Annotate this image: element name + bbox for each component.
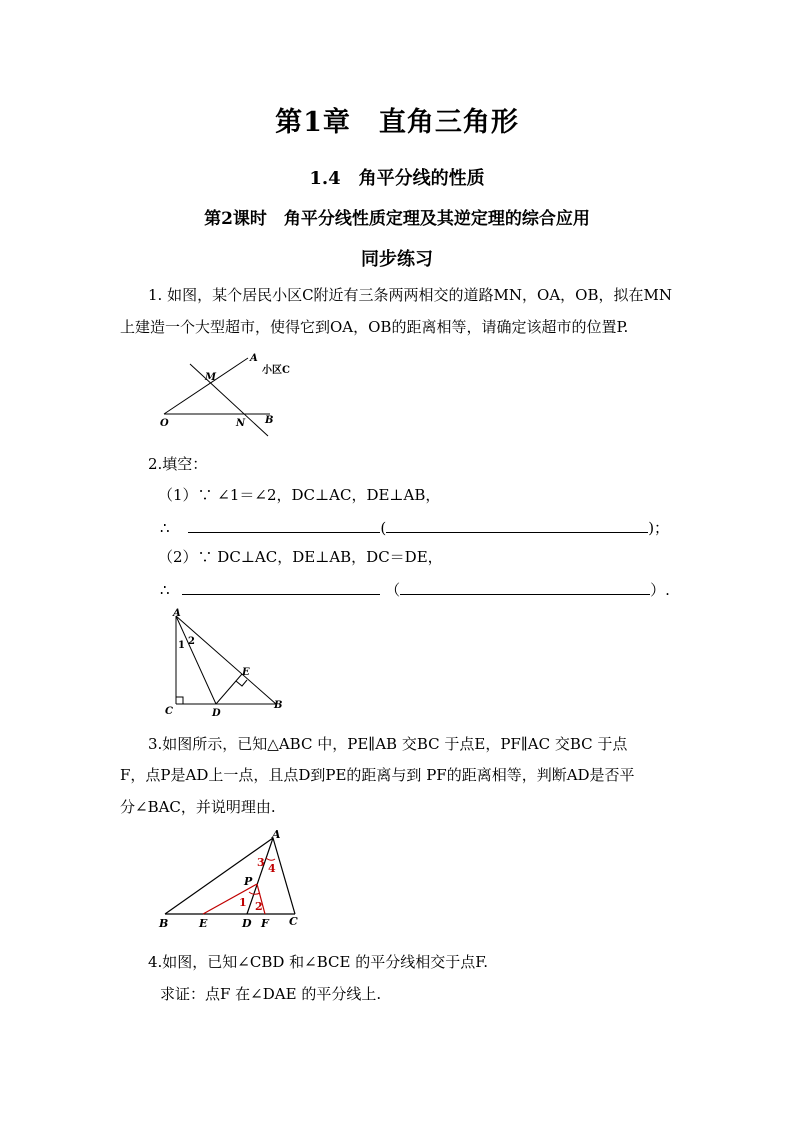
q2-label-e: E [242, 667, 250, 678]
q2-p2-answer-blank[interactable] [182, 578, 380, 595]
q2-head: 2.填空： [148, 455, 208, 473]
q2-p1-paren-close: )； [648, 519, 670, 537]
q3-label-c: C [289, 915, 298, 928]
q2-p1-answer-blank[interactable] [188, 516, 380, 533]
section-title: 1.4 角平分线的性质 [309, 168, 485, 189]
q2-label-angle2: 2 [188, 636, 195, 647]
q1-label-b: B [265, 415, 274, 426]
q3-label-angle1: 1 [239, 896, 247, 909]
therefore-symbol: ∴ [160, 519, 170, 537]
q3-line2: F，点P是AD上一点，且点D到PE的距离与到 PF的距离相等，判断AD是否平 [120, 766, 635, 784]
q3-label-angle3: 3 [257, 856, 265, 869]
q3-line3: 分∠BAC，并说明理由. [120, 798, 276, 816]
q2-right-angle-c [176, 697, 183, 704]
practice-label: 同步练习 [361, 249, 433, 270]
q1-label-community: 小区C [262, 365, 290, 376]
q3-label-d: D [242, 917, 252, 930]
q2-p1-paren-open: ( [380, 519, 387, 537]
q1-label-m: M [205, 372, 217, 383]
q2-p2-paren-open: （ [385, 581, 401, 599]
q1-label-n: N [236, 418, 246, 429]
q3-side-ac [273, 838, 295, 914]
q3-figure [155, 830, 315, 930]
q2-bisector-ad [176, 616, 216, 704]
q2-label-c: C [165, 706, 173, 717]
q2-p2-reason-blank[interactable] [400, 578, 650, 595]
q3-label-e: E [199, 917, 208, 930]
q3-label-p: P [244, 875, 253, 888]
q3-label-f: F [261, 917, 269, 930]
q2-p1-line [160, 516, 669, 538]
q1-label-o: O [160, 418, 169, 429]
q1-label-a: A [250, 353, 258, 364]
q2-p1-reason-blank[interactable] [386, 516, 648, 533]
q3-label-a: A [272, 830, 281, 841]
q1-figure [150, 350, 310, 445]
chapter-title: 第1章 直角三角形 [275, 107, 519, 138]
q2-p2-paren-close: ）. [650, 581, 670, 599]
q1-line2: 上建造一个大型超市，使得它到OA，OB的距离相等，请确定该超市的位置P. [120, 318, 629, 336]
therefore-symbol: ∴ [160, 581, 170, 599]
q3-label-angle4: 4 [268, 862, 276, 875]
q2-right-angle-e [236, 680, 247, 686]
q2-p2-given: （2）∵ DC⊥AC，DE⊥AB，DC＝DE， [158, 548, 443, 566]
q2-figure [160, 604, 290, 722]
q3-line1: 3.如图所示，已知△ABC 中，PE∥AB 交BC 于点E，PF∥AC 交BC 于点 [148, 735, 628, 753]
q2-label-d: D [212, 708, 221, 719]
lesson-title: 第2课时 角平分线性质定理及其逆定理的综合应用 [204, 209, 590, 229]
q4-line2: 求证：点F 在∠DAE 的平分线上. [160, 985, 382, 1003]
q2-label-b: B [274, 700, 283, 711]
q3-label-b: B [159, 917, 169, 930]
q2-p2-line [160, 578, 670, 600]
q3-arc-angle3-4 [266, 858, 275, 860]
q1-line1: 1. 如图，某个居民小区C附近有三条两两相交的道路MN，OA，OB，拟在MN [148, 286, 672, 304]
q2-p1-given: （1）∵ ∠1＝∠2，DC⊥AC，DE⊥AB， [158, 486, 441, 504]
q2-perp-de [216, 674, 242, 704]
q3-label-angle2: 2 [255, 900, 263, 913]
q2-label-a: A [173, 608, 181, 619]
q1-road-mn [190, 364, 268, 436]
q2-side-ab [176, 616, 276, 704]
q4-line1: 4.如图，已知∠CBD 和∠BCE 的平分线相交于点F. [148, 953, 489, 971]
q2-label-angle1: 1 [178, 640, 185, 651]
